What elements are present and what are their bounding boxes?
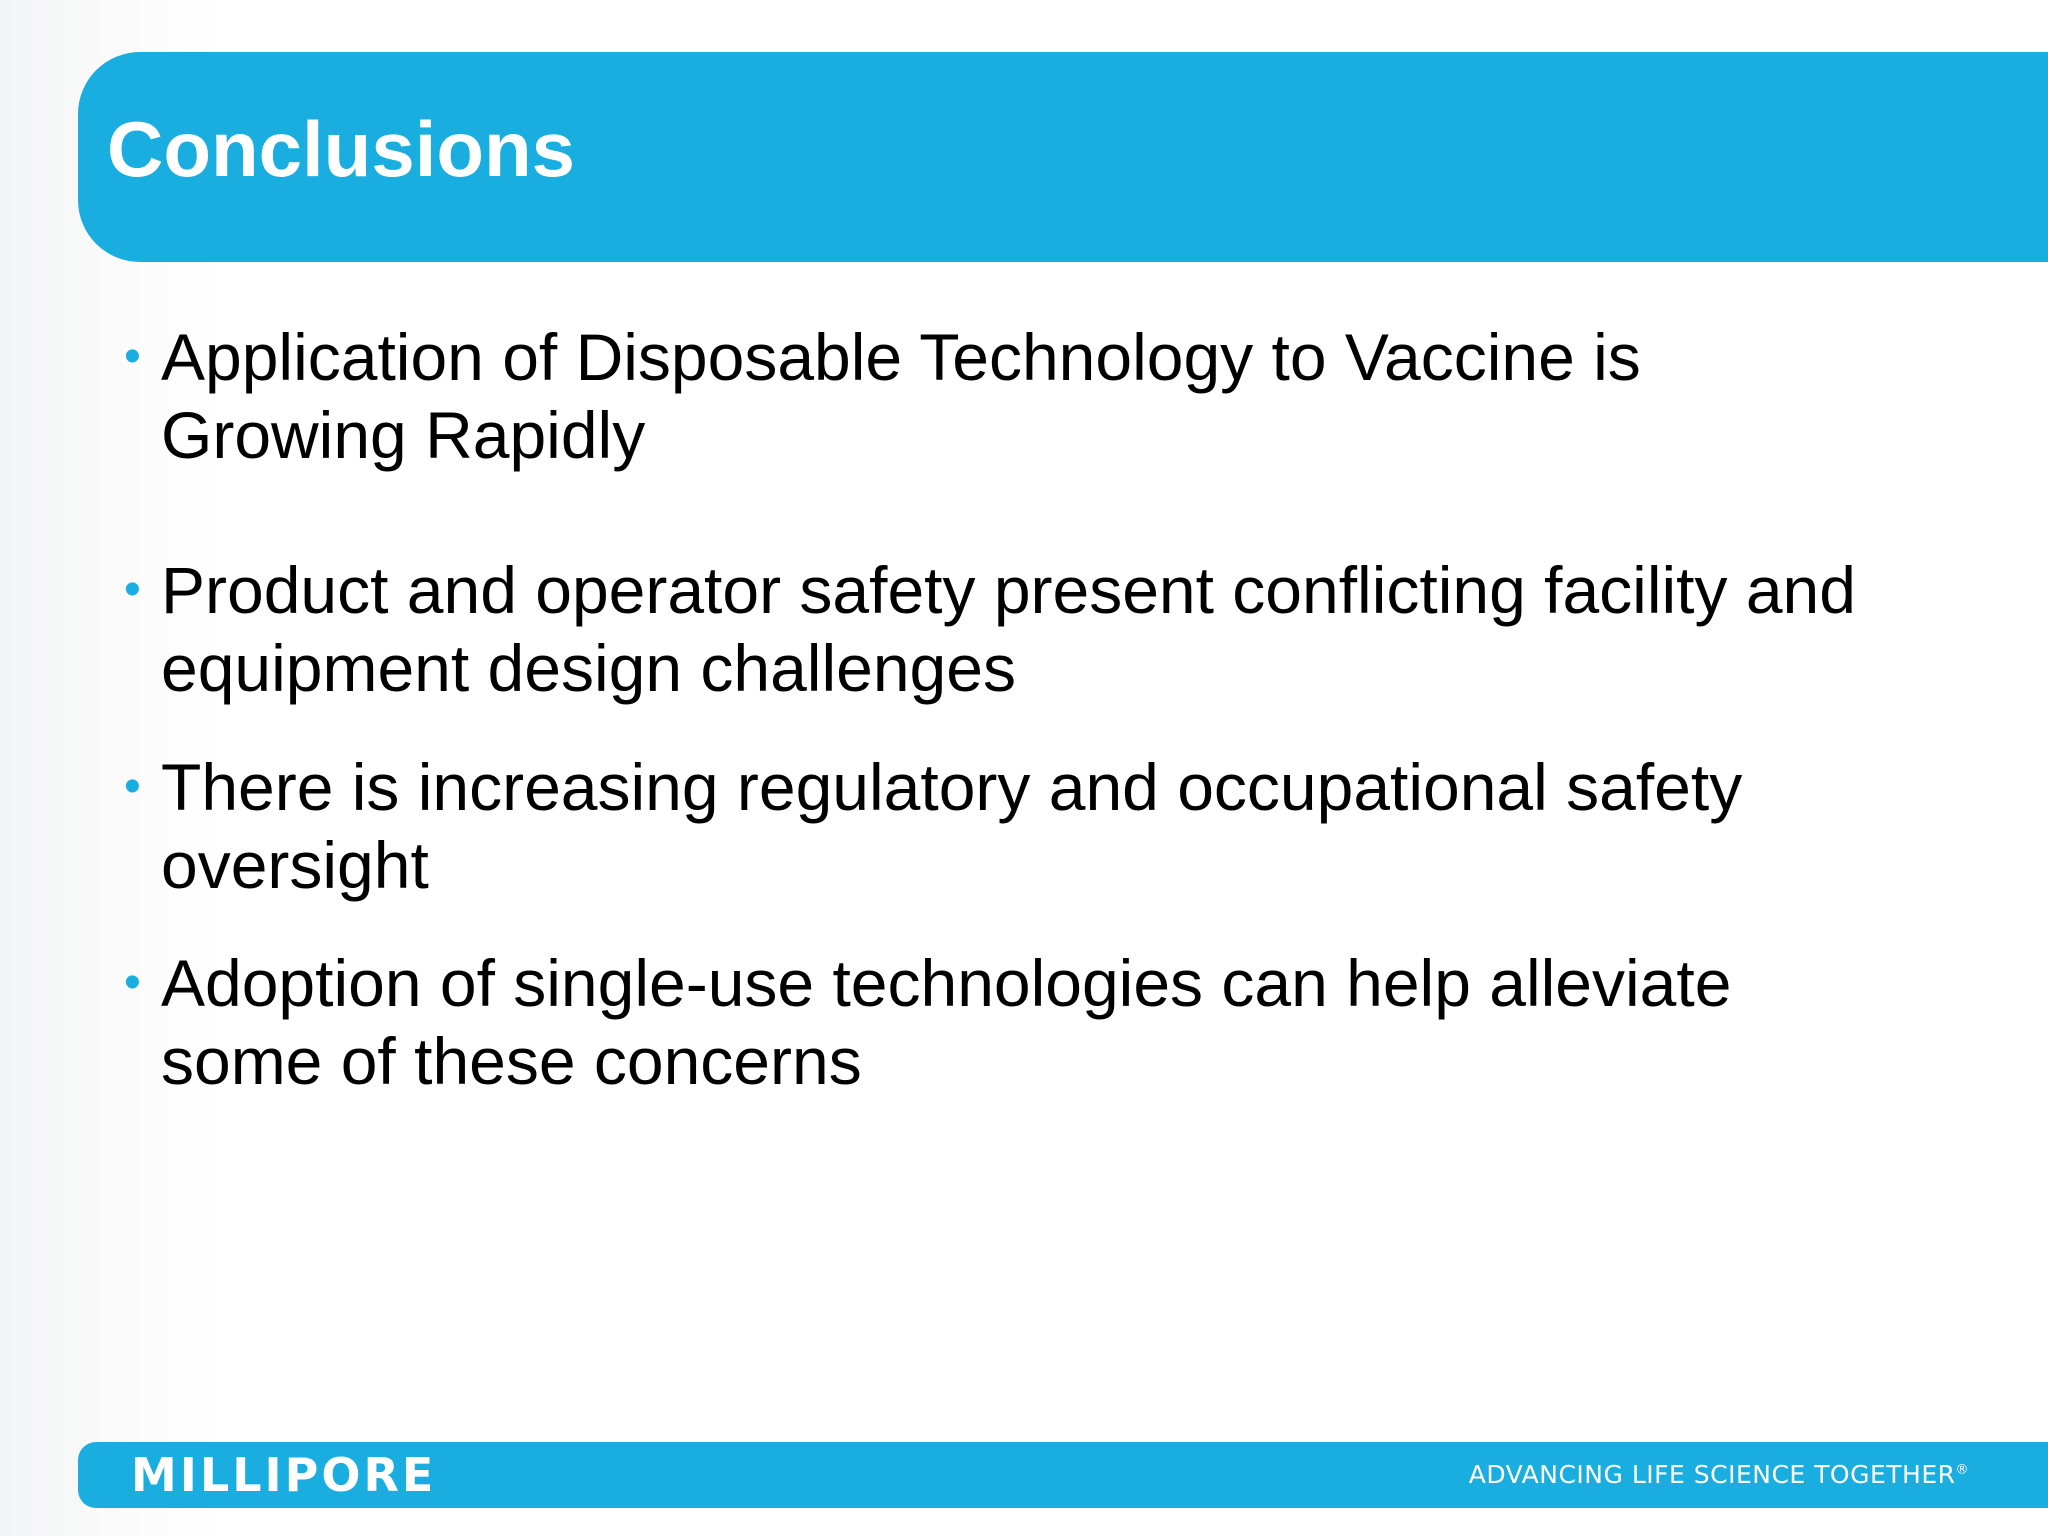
bullet-dot-icon: •	[124, 956, 141, 1009]
bullet-text: Application of Disposable Technology to Vaccine is Growing Rapidly	[161, 320, 1641, 472]
registered-mark: ®	[1955, 1462, 1969, 1478]
bullet-dot-icon: •	[124, 760, 141, 813]
slide-title: Conclusions	[107, 105, 576, 193]
tagline-text: ADVANCING LIFE SCIENCE TOGETHER	[1468, 1460, 1956, 1489]
footer-bar	[78, 1442, 2048, 1508]
bullet-text: There is increasing regulatory and occupational safety oversight	[161, 750, 1743, 902]
bullet-text: Adoption of single-use technologies can help alleviate some of these concerns	[161, 946, 1732, 1098]
bullet-dot-icon: •	[124, 330, 141, 383]
bullet-text: Product and operator safety present conflicting facility and equipment design challenges	[161, 553, 1856, 705]
bullet-dot-icon: •	[124, 563, 141, 616]
footer-tagline	[1469, 1460, 1969, 1490]
millipore-logo: MILLIPORE	[131, 1448, 437, 1502]
